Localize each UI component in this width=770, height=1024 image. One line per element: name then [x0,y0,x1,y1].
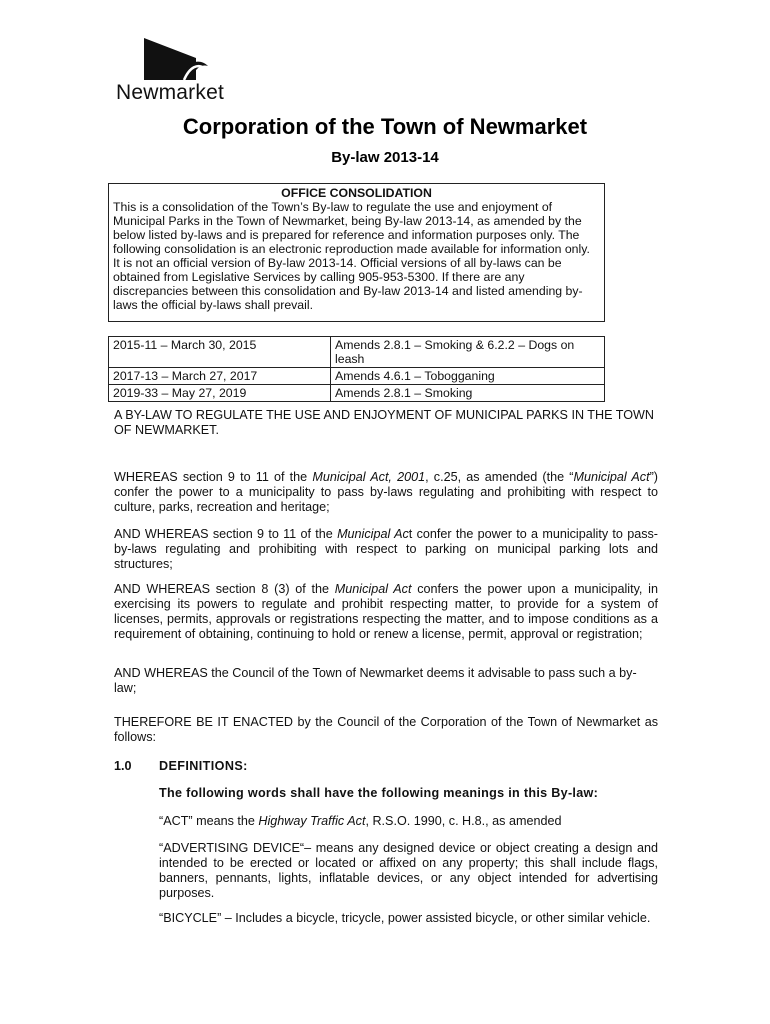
table-row [109,368,605,385]
whereas-paragraph-2 [114,527,658,572]
section-number: 1.0 [114,759,132,773]
newmarket-logo [116,36,238,104]
amend-change: Amends 2.8.1 – Smoking [331,385,605,402]
definition-advertising-device: “ADVERTISING DEVICE“– means any designed device or object creating a design and intended to be erected or located or affixed on any property; this shall include flags, banners, pennants, lights, inflatable devices, or any object intended for advertising purposes. [159,841,658,900]
whereas-paragraph-3 [114,582,658,642]
definition-bicycle: “BICYCLE” – Includes a bicycle, tricycle, power assisted bicycle, or other similar vehicle. [159,911,651,925]
amend-bylaw: 2019-33 – May 27, 2019 [109,385,331,402]
bylaw-purpose: A BY-LAW TO REGULATE THE USE AND ENJOYMENT OF MUNICIPAL PARKS IN THE TOWN OF NEWMARKET. [114,408,655,437]
act-name: Highway Traffic Act [258,814,366,828]
section-title: DEFINITIONS: [159,759,248,773]
text-run: AND WHEREAS section 8 (3) of the [114,582,335,596]
amend-change: Amends 2.8.1 – Smoking & 6.2.2 – Dogs on leash [331,337,605,368]
text-run: t confer the power to a municipality to pass-by-laws regulating and prohibiting with respect to parking on municipal parking lots and structures; [114,527,658,571]
act-name: Municipal Act [334,582,412,596]
document-title: Corporation of the Town of Newmarket [182,114,588,139]
newmarket-flag-logo-icon [140,36,212,82]
text-run: confers the power upon a municipality, in exercising its powers to regulate and prohibit respecting matter, to provide for a system of licenses, permits, approvals or registrations respecting the matter, and to impose conditions as a requirement of obtaining, continuing to hold or renew a license, permit, approval or registration; [114,582,658,641]
table-row [109,337,605,368]
enacting-clause: THEREFORE BE IT ENACTED by the Council of the Corporation of the Town of Newmarket as follows: [114,715,658,744]
act-name: Municipal Act, 2001 [312,470,426,484]
text-run: , c.25, as amended (the “ [425,470,574,484]
definitions-intro: The following words shall have the following meanings in this By-law: [159,786,599,800]
whereas-paragraph-1 [114,470,658,515]
amendments-table [108,336,605,402]
act-name: Municipal Act [573,470,650,484]
text-run: “ACT” means the [159,814,259,828]
text-run: , R.S.O. 1990, c. H.8., as amended [365,814,562,828]
table-row [109,385,605,402]
text-run: ”) confer the power to a municipality to pass by-laws regulating and prohibiting with respect to culture, parks, recreation and heritage; [114,470,658,514]
amend-bylaw: 2015-11 – March 30, 2015 [109,337,331,368]
whereas-paragraph-4: AND WHEREAS the Council of the Town of Newmarket deems it advisable to pass such a by-law; [114,666,637,695]
definition-act [159,814,658,829]
amend-change: Amends 4.6.1 – Tobogganing [331,368,605,385]
text-run: WHEREAS section 9 to 11 of the [114,470,313,484]
logo-wordmark: Newmarket [116,81,224,104]
consolidation-heading: OFFICE CONSOLIDATION [281,186,432,200]
text-run: AND WHEREAS section 9 to 11 of the [114,527,338,541]
amend-bylaw: 2017-13 – March 27, 2017 [109,368,331,385]
bylaw-number: By-law 2013-14 [331,149,439,166]
act-name: Municipal Ac [337,527,409,541]
consolidation-text: This is a consolidation of the Town’s By-law to regulate the use and enjoyment of Municipal Parks in the Town of Newmarket, being By-law 2013-14, as amended by the below listed by-laws and is prepared for reference and information purposes only. The following consolidation is an electronic reproduction made available for information only. It is not an official version of By-law 2013-14. Official versions of all by-laws can be obtained from Legislative Services by calling 905-953-5300. If there are any discrepancies between this consolidation and By-law 2013-14 and listed amending by-laws the official by-laws shall prevail. [113,200,590,312]
consolidation-box [108,183,605,322]
